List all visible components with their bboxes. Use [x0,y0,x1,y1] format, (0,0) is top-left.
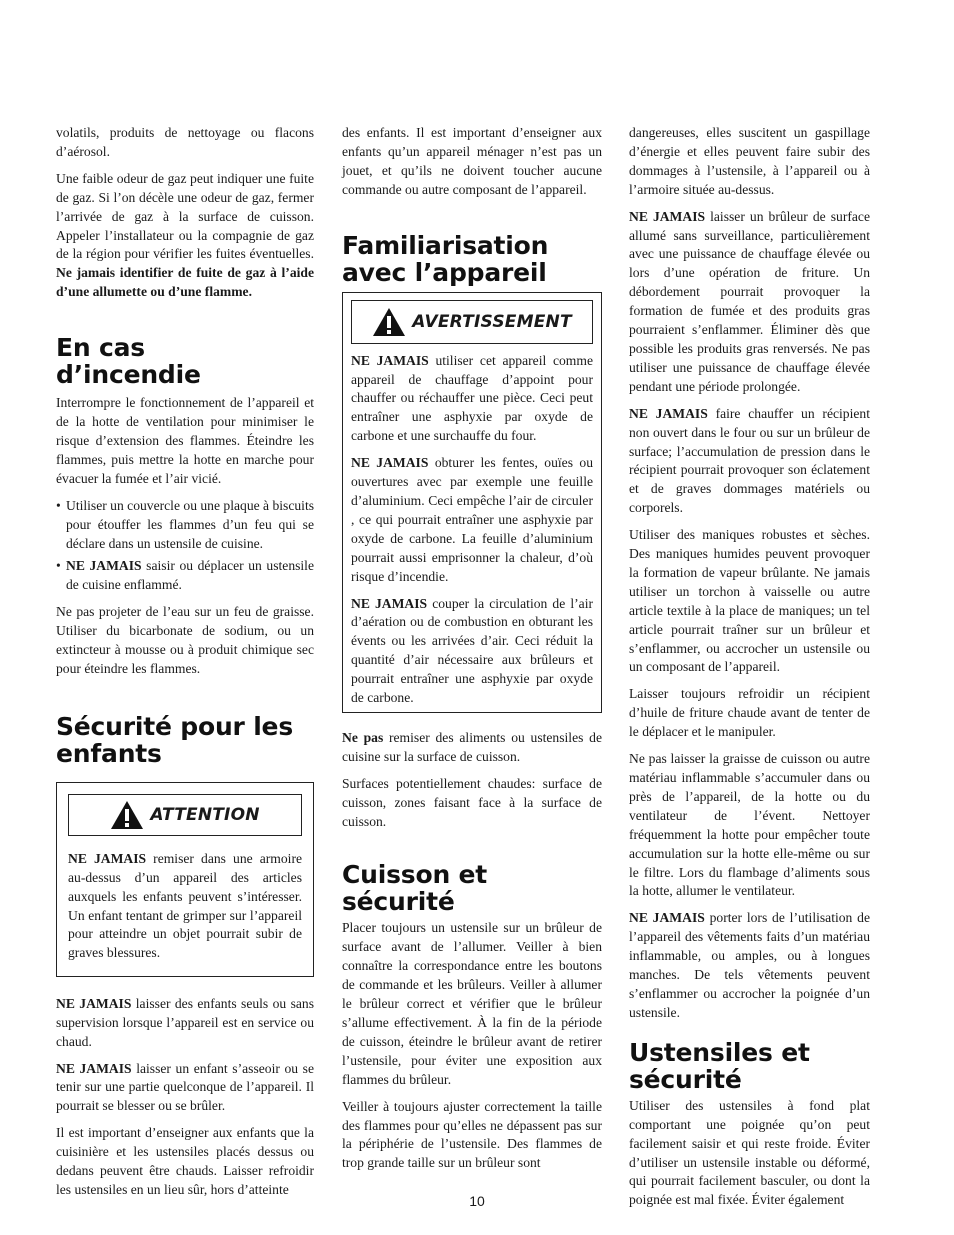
heading-cooking: Cuisson et sécurité [342,860,488,917]
paragraph: Il est important d’enseigner aux enfants que la cuisinière et les ustensiles placés dessus ou dedans peuvent être chauds. Laisser refroidir les ustensiles en un lieu sûr, hors d’atteinte [56,1125,314,1197]
paragraph: NE JAMAIS laisser des enfants seuls ou sans supervision lorsque l’appareil est en service ou chaud. [56,995,314,1049]
paragraph: Une faible odeur de gaz peut indiquer une fuite de gaz. Si l’on décèle une odeur de gaz, fermer l’arrivée de gaz à la surface de cuisson. Appeler l’installateur ou la compagnie de gaz de la région pour vérifier les fuites éventuelles. Ne jamais identifier de fuite de gaz à l’aide d’une allumette ou d’une flamme. [56,170,314,300]
column-left [56,124,314,1208]
column-right [629,124,870,1218]
heading-fire: En cas d’incendie [56,333,201,390]
paragraph: Interrompre le fonctionnement de l’appareil et de la hotte de ventilation pour minimiser le risque d’extension des flammes. Éteindre les flammes, puis mettre la hotte en marche pour évacuer la fumée et l’air vicié. [56,395,314,486]
paragraph: NE JAMAIS porter lors de l’utilisation de l’appareil des vêtements faits d’un matériau inflammable, ou amples, ou à longues manches. De tels vêtements peuvent s’enflammer ou accrocher la poignée d’un ustensile. [629,910,870,1020]
attention-box [56,782,314,977]
heading-children: Sécurité pour les enfants [56,711,293,768]
heading-utensils: Ustensiles et sécurité [629,1037,810,1094]
warning-text: NE JAMAIS utiliser cet appareil comme appareil de chauffage d’appoint pour chauffer ou réchauffer une pièce. Ceci peut entraîner une asphyxie par oxyde de carbone et une surchauffe du four. [351,352,593,444]
paragraph: volatils, produits de nettoyage ou flacons d’aérosol. [56,125,314,159]
warning-text: NE JAMAIS couper la circulation de l’air d’aération ou de combustion en obturant les évents ou les arrivées d’air. Ceci réduit la quantité d’air nécessaire aux brûleurs et pourrait entraîner une asphyxie par oxyde de carbone. [351,595,593,706]
attention-text: NE JAMAIS remiser dans une armoire au-dessus d’un appareil des articles auxquels les enfants peuvent s’intéresser. Un enfant tentant de grimper sur l’appareil pour atteindre un objet pourrait subir de graves blessures. [68,850,302,961]
paragraph: Ne pas remiser des aliments ou ustensiles de cuisine sur la surface de cuisson. [342,729,602,764]
paragraph: des enfants. Il est important d’enseigner aux enfants qu’un appareil ménager n’est pas un jouet, et qu’ils ne doivent toucher aucune commande ou autre composant de l’appareil. [342,125,602,197]
paragraph: Ne pas projeter de l’eau sur un feu de graisse. Utiliser du bicarbonate de sodium, ou un extincteur à mousse ou à produit chimique sec pour éteindre les flammes. [56,604,314,676]
paragraph: Utiliser des maniques robustes et sèches. Des maniques humides peuvent provoquer la formation de vapeur brûlante. Ne jamais utiliser un torchon à vaisselle ou autre article textile à la place de maniques; un tel article pourrait traîner sur un brûleur et s’enflammer, ou accrocher un ustensile ou un composant de l’appareil. [629,527,870,675]
warning-triangle-icon [110,800,144,830]
paragraph: NE JAMAIS laisser un brûleur de surface allumé sans surveillance, particulièrement avec une puissance de chauffage élevée ou lors d’une opération de friture. Un débordement pourrait provoquer la formation de fumée et des produits gras pourraient s’enflammer. Éliminer dès que possible les produits gras renversés. Ne pas utiliser une puissance de chauffage élevée pendant une période prolongée. [629,208,870,394]
attention-label: ATTENTION [150,804,260,825]
paragraph: NE JAMAIS faire chauffer un récipient non ouvert dans le four ou sur un brûleur de surface; l’accumulation de pression dans le récipient pourrait provoquer son éclatement et de graves dommages matériels ou corporels. [629,405,870,516]
warning-header [351,300,593,344]
attention-header [68,794,302,836]
paragraph: Veiller à toujours ajuster correctement la taille des flammes pour qu’elles ne dépassent pas sur la périphérie de l’ustensile. Des flammes de trop grande taille sur un brûleur sont [342,1098,602,1171]
fire-list [56,497,314,596]
bold-warning: Ne jamais identifier de fuite de gaz à l’aide d’une allumette ou d’une flamme. [56,265,314,300]
paragraph: Ne pas laisser la graisse de cuisson ou autre matériau inflammable s’accumuler dans ou près de l’appareil, de la hotte ou du ventilateur de l’évent. Nettoyer fréquemment la hotte pour empêcher toute accumulation sur la hotte elle-même ou sur le filtre. Lors du flambage d’aliments sous la hotte, allumer le ventilateur. [629,751,870,899]
paragraph: Surfaces potentiellement chaudes: surface de cuisson, zones faisant face à la surface de cuisson. [342,775,602,829]
warning-box [342,292,602,713]
column-middle [342,124,602,1181]
warning-text: NE JAMAIS obturer les fentes, ouïes ou ouvertures avec par exemple une feuille d’aluminium. Ceci empêche l’air de circuler , ce qui pourrait entraîner une asphyxie par oxyde de carbone. La feuille d’aluminium pourrait aussi emprisonner la chaleur, d’où risque d’incendie. [351,455,593,584]
paragraph: dangereuses, elles suscitent un gaspillage d’énergie et elles peuvent faire subir des dommages à l’ustensile, à l’appareil ou à l’armoire située au-dessus. [629,125,870,197]
paragraph: Placer toujours un ustensile sur un brûleur de surface avant de l’allumer. Veiller à bien connaître la correspondance entre les boutons de commande et les brûleurs. Veiller à allumer le brûleur correct et vérifier que le brûleur s’allume effectivement. À la fin de la période de cuisson, éteindre le brûleur avant de retirer l’ustensile, pour éviter une exposition aux flammes du brûleur. [342,920,602,1087]
heading-familiarisation: Familiarisation avec l’appareil [342,230,549,287]
page-number: 10 [469,1193,485,1209]
paragraph: Utiliser des ustensiles à fond plat comportant une poignée qu’on peut facilement saisir et qui reste froide. Éviter d’utiliser un ustensile instable ou déformé, qui pourrait facilement basculer, ou dont la poignée est mal fixée. Éviter également [629,1097,870,1208]
warning-triangle-icon [372,307,406,337]
paragraph: NE JAMAIS laisser un enfant s’asseoir ou se tenir sur une partie quelconque de l’appareil. Il pourrait se blesser ou se brûler. [56,1060,314,1114]
list-item: • NE JAMAIS saisir ou déplacer un ustensile de cuisine enflammé. [56,557,314,595]
list-item: • Utiliser un couvercle ou une plaque à biscuits pour étouffer les flammes d’un feu qui se déclare dans un ustensile de cuisine. [56,497,314,554]
warning-label: AVERTISSEMENT [412,311,572,332]
paragraph: Laisser toujours refroidir un récipient d’huile de friture chaude avant de tenter de le déplacer et le manipuler. [629,686,870,740]
